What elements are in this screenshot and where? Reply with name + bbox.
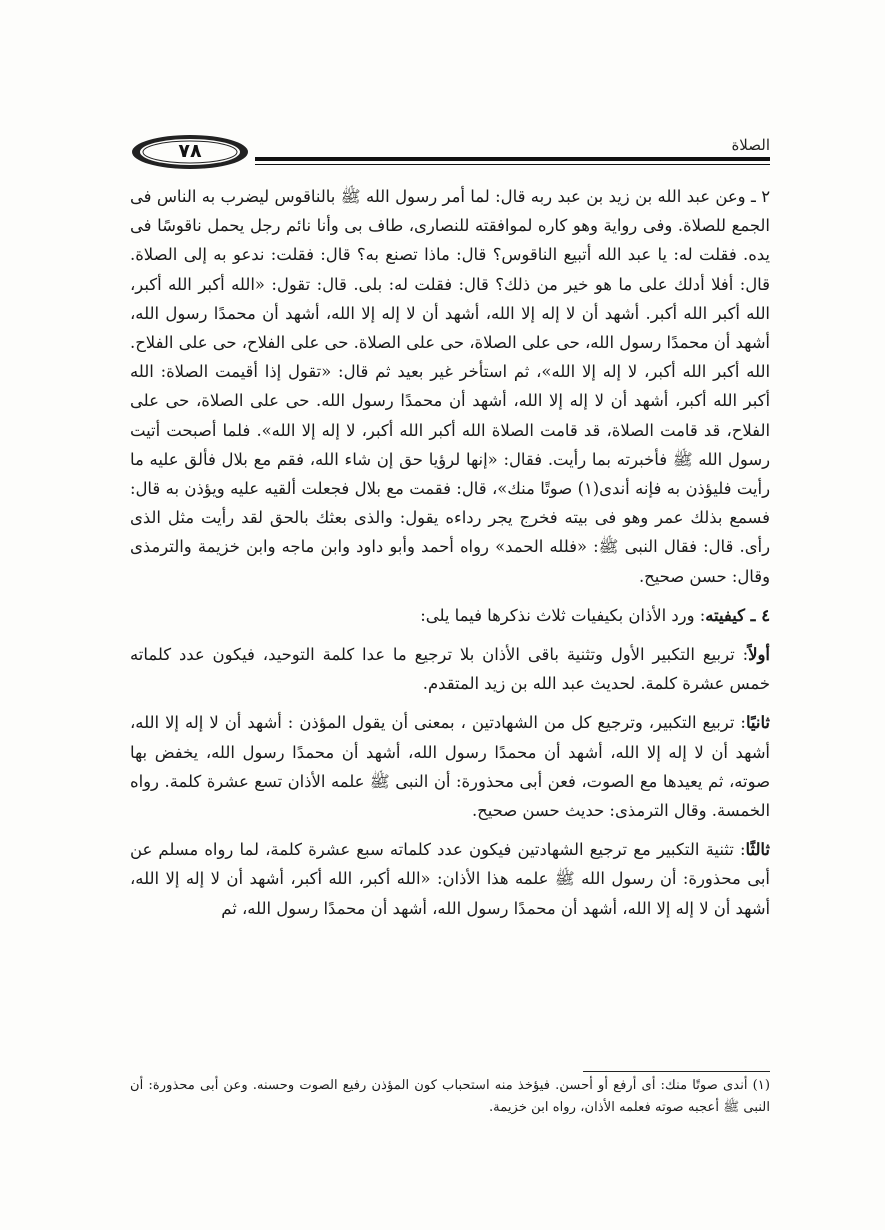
paragraph-text: : تثنية التكبير مع ترجيع الشهادتين فيكون عدد كلماته سبع عشرة كلمة، لما رواه مسلم عن أبى محذورة: أن رسول الله ﷺ علمه هذا الأذان: «الله أكبر، الله أكبر، أشهد أن لا إله إلا الله، أشهد أن لا إله إلا الله، أشهد أن محمدًا رسول الله، أشهد أن محمدًا رسول الله، ثم — [130, 840, 770, 918]
paragraph-lead: أولاً — [748, 645, 770, 665]
paragraph-third-method — [130, 835, 770, 923]
paragraph-lead: ثالثًا — [745, 840, 770, 860]
paragraph-second-method — [130, 708, 770, 825]
page-header — [130, 132, 770, 180]
page-number-badge — [130, 132, 250, 172]
page-number: ٧٨ — [178, 140, 202, 162]
header-rule-thin — [255, 164, 770, 165]
paragraph-text: ٢ ـ وعن عبد الله بن زيد بن عبد ربه قال: لما أمر رسول الله ﷺ بالناقوس ليضرب به الناس فى الجمع للصلاة. وفى رواية وهو كاره لموافقته للنصارى، طاف بى وأنا نائم رجل يحمل ناقوسًا فى يده. فقلت له: يا عبد الله أتبيع الناقوس؟ قال: ماذا تصنع به؟ قال: فقلت: ندعو به إلى الصلاة. قال: أفلا أدلك على ما هو خير من ذلك؟ قال: فقلت له: بلى. قال: تقول: «الله أكبر الله أكبر، الله أكبر الله أكبر. أشهد أن لا إله إلا الله، أشهد أن لا إله إلا الله، أشهد أن محمدًا رسول الله، أشهد أن محمدًا رسول الله، حى على الصلاة، حى على الصلاة. حى على الفلاح، حى على الفلاح. الله أكبر الله أكبر، لا إله إلا الله»، ثم استأخر غير بعيد ثم قال: «تقول إذا أقيمت الصلاة: الله أكبر الله أكبر، أشهد أن لا إله إلا الله، أشهد أن محمدًا رسول الله. حى على الصلاة، حى على الفلاح، قد قامت الصلاة، قد قامت الصلاة الله أكبر الله أكبر، لا إله إلا الله». فلما أصبحت أتيت رسول الله ﷺ فأخبرته بما رأيت. فقال: «إنها لرؤيا حق إن شاء الله، فقم مع بلال فألق عليه ما رأيت فليؤذن به فإنه أندى(١) صوتًا منك»، قال: فقمت مع بلال فجعلت ألقيه عليه ويؤذن به قال: فسمع بذلك عمر وهو فى بيته فخرج يجر رداءه يقول: والذى بعثك بالحق لقد رأيت مثل الذى رأى. قال: فقال النبى ﷺ: «فلله الحمد» رواه أحمد وأبو داود وابن ماجه وابن خزيمة والترمذى وقال: حسن صحيح. — [130, 187, 770, 586]
paragraph-text: : تربيع التكبير الأول وتثنية باقى الأذان بلا ترجيع ما عدا كلمة التوحيد، فيكون عدد كلماته خمس عشرة كلمة. لحديث عبد الله بن زيد المتقدم. — [130, 645, 770, 694]
paragraph-lead: ثانيًا — [745, 713, 770, 733]
paragraph-lead: ٤ ـ كيفيته — [705, 605, 770, 625]
footnotes — [130, 1075, 770, 1119]
header-rule-thick — [255, 157, 770, 161]
paragraph-text: : ورد الأذان بكيفيات ثلاث نذكرها فيما يلى: — [420, 605, 706, 625]
body-text — [130, 182, 770, 923]
running-title: الصلاة — [731, 136, 770, 154]
paragraph-text: : تربيع التكبير، وترجيع كل من الشهادتين ، بمعنى أن يقول المؤذن : أشهد أن لا إله إلا الله، أشهد أن لا إله إلا الله، أشهد أن محمدًا رسول الله، أشهد أن محمدًا رسول الله، يخفض بها صوته، ثم يعيدها مع الصوت، فعن أبى محذورة: أن النبى ﷺ علمه الأذان تسع عشرة كلمة. رواه الخمسة. وقال الترمذى: حديث حسن صحيح. — [130, 713, 770, 821]
paragraph-hadith-2 — [130, 182, 770, 591]
footnote-1: (١) أندى صوتًا منك: أى أرفع أو أحسن. فيؤخذ منه استحباب كون المؤذن رفيع الصوت وحسنه. وعن أبى محذورة: أن النبى ﷺ أعجبه صوته فعلمه الأذان، رواه ابن خزيمة. — [130, 1078, 770, 1115]
footnote-separator — [583, 1071, 770, 1072]
paragraph-kaifiyyah — [130, 601, 770, 630]
paragraph-first-method — [130, 640, 770, 698]
